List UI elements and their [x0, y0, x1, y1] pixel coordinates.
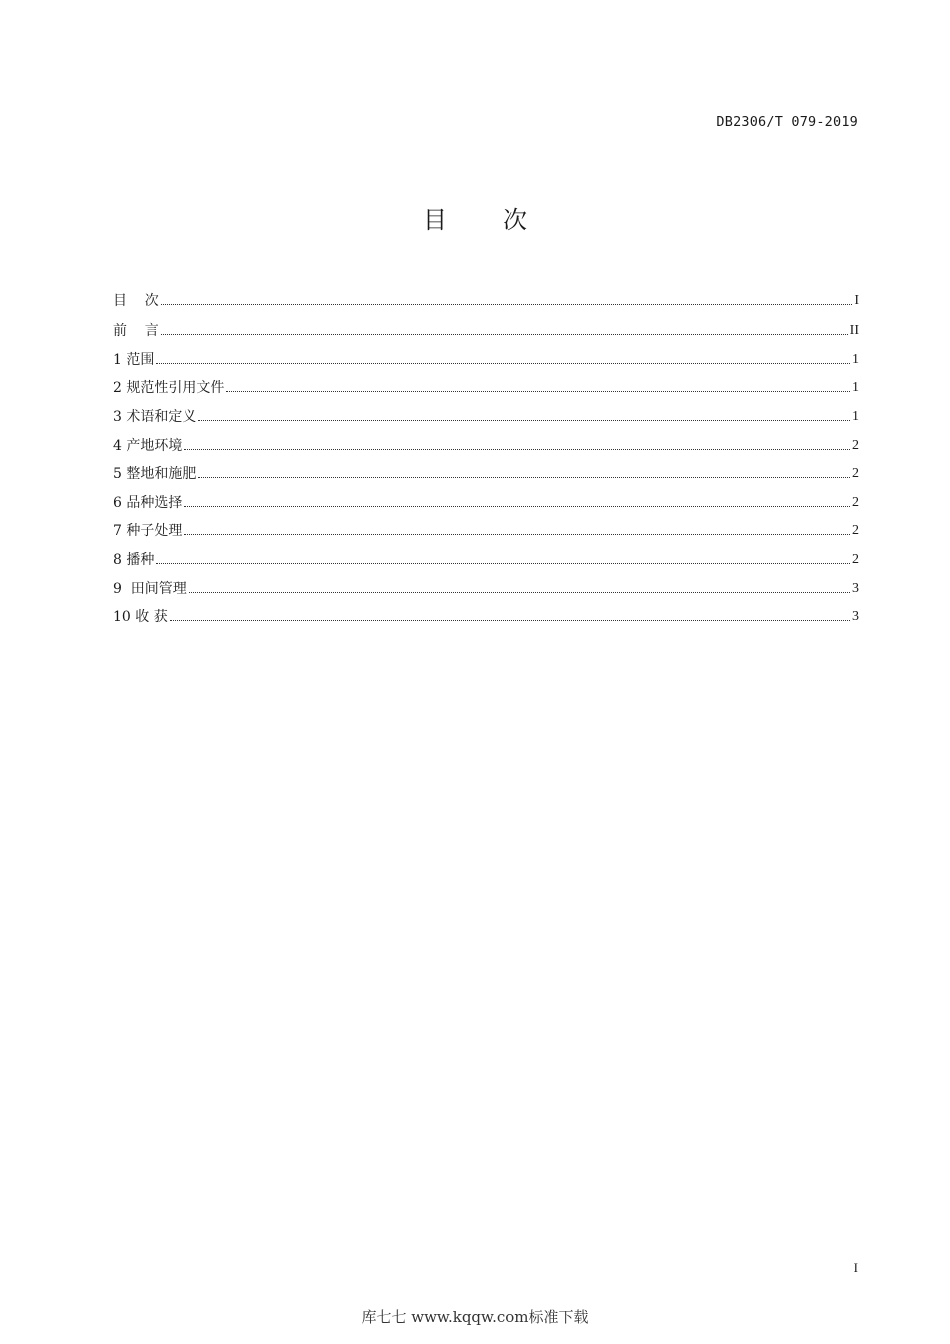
document-code: DB2306/T 079-2019: [716, 114, 858, 130]
toc-entry-label: 前 言: [113, 323, 159, 340]
toc-entry-normative-references[interactable]: [113, 367, 859, 396]
toc-entry-page: 2: [852, 551, 859, 567]
footer-watermark: 库七七 www.kqqw.com标准下载: [361, 1308, 589, 1326]
toc-entry-soil-preparation[interactable]: [113, 453, 859, 482]
toc-leader-dots: [198, 477, 850, 478]
table-of-contents: [113, 279, 859, 624]
toc-leader-dots: [198, 420, 850, 421]
toc-leader-dots: [189, 592, 850, 593]
toc-entry-page: II: [849, 323, 859, 339]
toc-entry-label: 5 整地和施肥: [113, 466, 197, 483]
toc-entry-seed-treatment[interactable]: [113, 510, 859, 539]
toc-entry-label: 6 品种选择: [113, 494, 183, 511]
toc-entry-label: 2 规范性引用文件: [113, 380, 225, 397]
toc-entry-label: 4 产地环境: [113, 437, 183, 454]
toc-entry-page: 2: [852, 494, 859, 510]
toc-entry-label: 目 次: [113, 292, 159, 309]
toc-entry-page: 2: [852, 437, 859, 453]
toc-leader-dots: [184, 506, 850, 507]
toc-leader-dots: [156, 563, 850, 564]
toc-entry-label: 8 播种: [113, 551, 155, 568]
toc-entry-harvest[interactable]: [113, 596, 859, 625]
toc-entry-page: I: [854, 292, 859, 308]
toc-leader-dots: [156, 363, 850, 364]
toc-entry-label: 7 种子处理: [113, 523, 183, 540]
toc-entry-contents[interactable]: [113, 279, 859, 308]
toc-entry-label: 9 田间管理: [113, 580, 187, 597]
toc-leader-dots: [161, 334, 848, 335]
toc-leader-dots: [184, 449, 850, 450]
toc-entry-page: 1: [852, 408, 859, 424]
toc-entry-variety-selection[interactable]: [113, 481, 859, 510]
toc-entry-foreword[interactable]: [113, 308, 859, 339]
toc-entry-field-management[interactable]: [113, 567, 859, 596]
toc-entry-environment[interactable]: [113, 424, 859, 453]
toc-entry-scope[interactable]: [113, 338, 859, 367]
toc-entry-label: 3 术语和定义: [113, 408, 197, 425]
toc-leader-dots: [226, 391, 850, 392]
toc-leader-dots: [161, 304, 853, 305]
toc-leader-dots: [184, 534, 850, 535]
toc-entry-page: 2: [852, 523, 859, 539]
toc-entry-page: 3: [852, 580, 859, 596]
page-title: 目次: [423, 206, 583, 234]
toc-entry-label: 1 范围: [113, 351, 155, 368]
toc-entry-page: 3: [852, 609, 859, 625]
toc-entry-page: 1: [852, 380, 859, 396]
page-number: I: [853, 1260, 858, 1275]
toc-entry-page: 2: [852, 466, 859, 482]
toc-entry-label: 10 收 获: [113, 609, 168, 626]
toc-entry-page: 1: [852, 351, 859, 367]
toc-entry-sowing[interactable]: [113, 538, 859, 567]
toc-entry-terms[interactable]: [113, 395, 859, 424]
toc-leader-dots: [170, 620, 850, 621]
